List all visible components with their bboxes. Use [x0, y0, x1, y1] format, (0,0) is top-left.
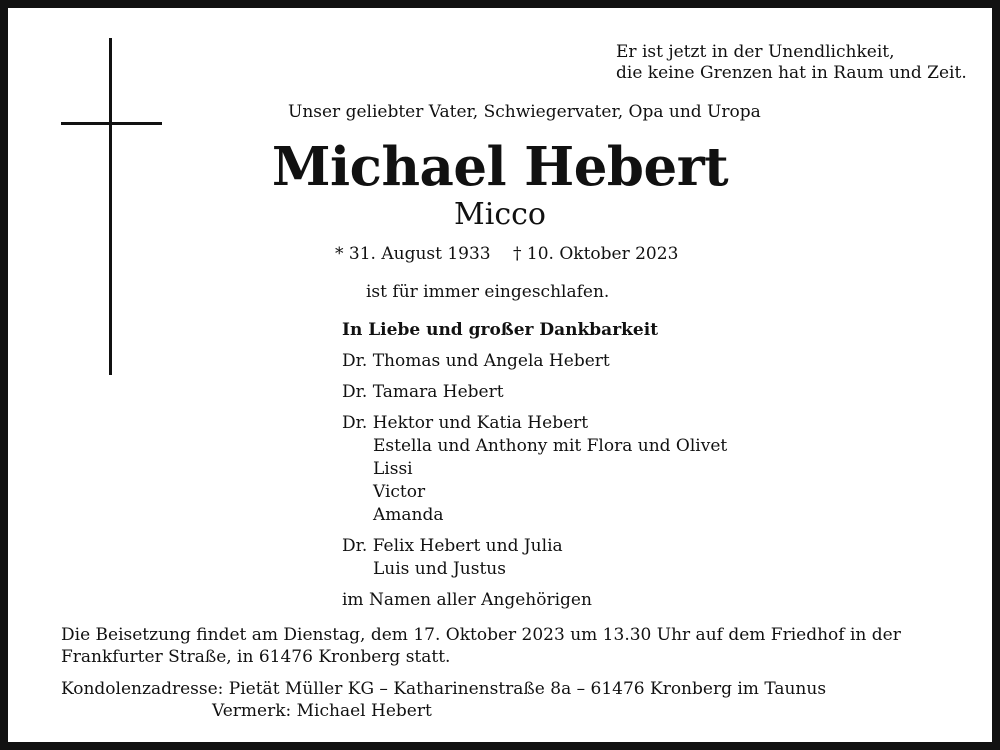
mourner-descendant: Victor — [373, 482, 426, 502]
mourner-descendant: Lissi — [373, 459, 413, 479]
mourners-list — [342, 318, 727, 612]
condolence-note: Vermerk: Michael Hebert — [212, 701, 432, 721]
mourner-group — [342, 381, 727, 404]
condolence-address-line: Kondolenzadresse: Pietät Müller KG – Katharinenstraße 8a – 61476 Kronberg im Taunus — [61, 679, 827, 699]
mourners-heading: In Liebe und großer Dankbarkeit — [342, 320, 659, 340]
relation-intro: Unser geliebter Vater, Schwiegervater, Opa und Uropa — [288, 102, 761, 122]
mourner-group — [342, 350, 727, 373]
birth-date: * 31. August 1933 — [335, 244, 491, 264]
motto-line: Er ist jetzt in der Unendlichkeit, — [616, 42, 895, 62]
mourner-name: Dr. Thomas und Angela Hebert — [342, 351, 610, 371]
passing-statement: ist für immer eingeschlafen. — [366, 282, 610, 302]
mourner-name: Dr. Felix Hebert und Julia — [342, 536, 563, 556]
mourner-group — [342, 535, 727, 581]
motto-quote — [616, 42, 967, 84]
mourner-descendant: Luis und Justus — [373, 559, 506, 579]
deceased-name: Michael Hebert — [271, 136, 729, 198]
mourners-closing: im Namen aller Angehörigen — [342, 590, 592, 610]
mourner-descendant: Estella und Anthony mit Flora und Olivet — [373, 436, 728, 456]
motto-line: die keine Grenzen hat in Raum und Zeit. — [616, 63, 967, 83]
death-date: † 10. Oktober 2023 — [513, 244, 679, 264]
mourner-group — [342, 412, 727, 527]
funeral-announcement: Die Beisetzung findet am Dienstag, dem 17. Oktober 2023 um 13.30 Uhr auf dem Friedhof in der Frankfurter Straße, in 61476 Kronberg statt. — [61, 625, 901, 667]
mourner-name: Dr. Hektor und Katia Hebert — [342, 413, 589, 433]
deceased-nickname: Micco — [454, 197, 546, 232]
condolence-address — [61, 678, 826, 722]
mourner-name: Dr. Tamara Hebert — [342, 382, 504, 402]
mourner-groups — [342, 350, 727, 581]
cross-horizontal-bar — [61, 122, 162, 125]
mourner-descendant: Amanda — [373, 505, 444, 525]
